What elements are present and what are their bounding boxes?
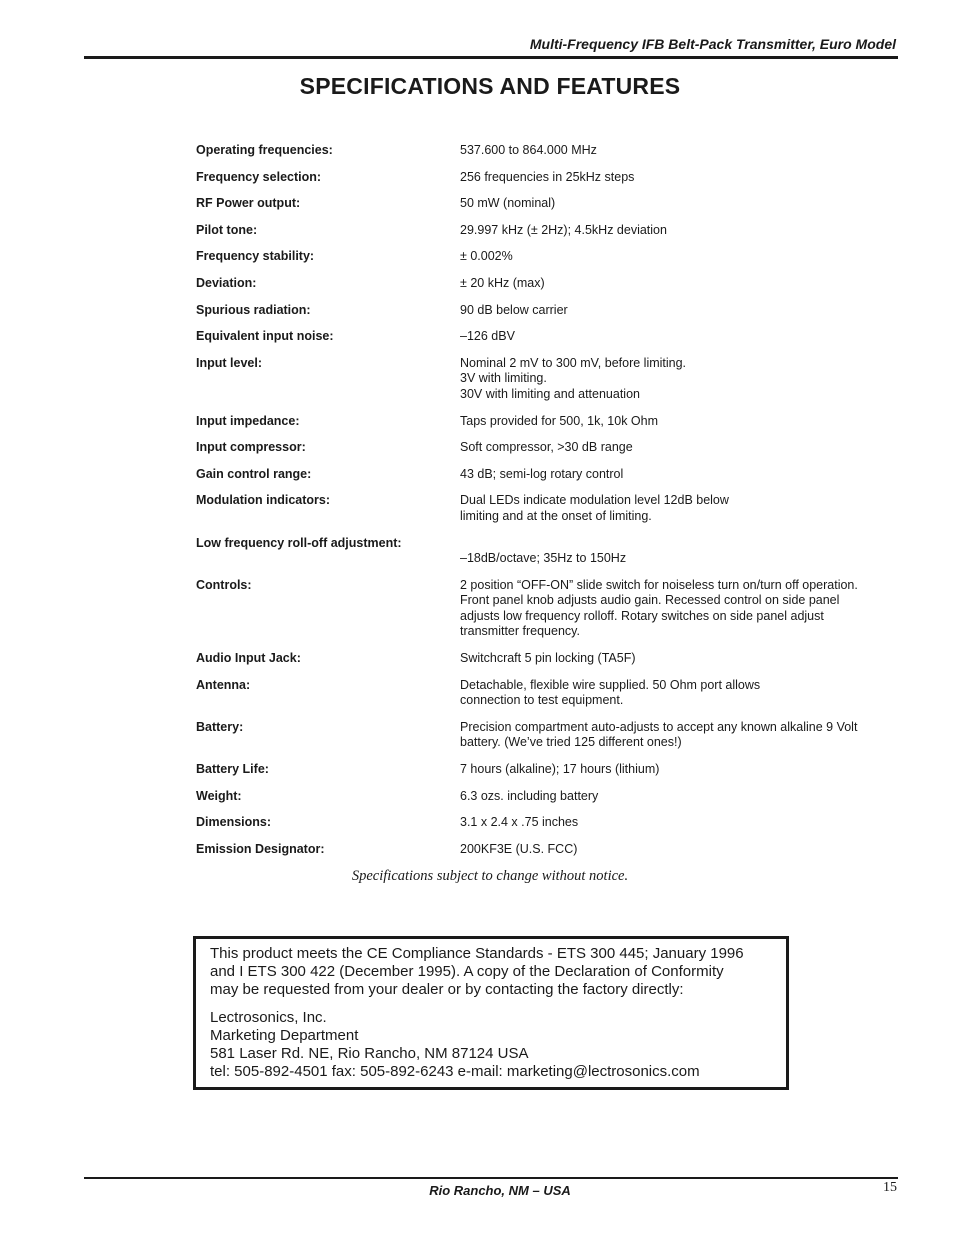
header-rule (84, 56, 898, 59)
page-title: SPECIFICATIONS AND FEATURES (299, 73, 681, 99)
spec-value-line: 50 mW (nominal) (460, 196, 556, 211)
compliance-statement (210, 945, 774, 999)
company-name: Lectrosonics, Inc. (210, 1009, 327, 1026)
spec-row (196, 789, 886, 805)
spec-value (460, 440, 886, 456)
spec-row (196, 842, 886, 858)
spec-row (196, 651, 886, 667)
spec-label: Controls: (196, 577, 252, 592)
spec-row (196, 493, 886, 524)
spec-value (460, 789, 886, 805)
spec-row (196, 170, 886, 186)
spec-row (196, 815, 886, 831)
spec-value-line: 7 hours (alkaline); 17 hours (lithium) (460, 762, 660, 777)
spec-value-line: Front panel knob adjusts audio gain. Recessed control on side panel (460, 593, 840, 608)
contact-block (210, 1009, 774, 1081)
spec-value-line: 30V with limiting and attenuation (460, 386, 640, 401)
spec-row (196, 467, 886, 483)
spec-value-line: ± 0.002% (460, 249, 513, 264)
spec-value-line: battery. (We’ve tried 125 different ones!) (460, 735, 682, 750)
spec-row (196, 356, 886, 403)
spec-value-line: 43 dB; semi-log rotary control (460, 466, 624, 481)
spec-value-line: 3.1 x 2.4 x .75 inches (460, 815, 579, 830)
spec-note: Specifications subject to change without notice. (351, 868, 629, 884)
spec-value (460, 356, 886, 403)
spec-value-line: 3V with limiting. (460, 371, 547, 386)
spec-value-line: Taps provided for 500, 1k, 10k Ohm (460, 413, 659, 428)
spec-value-line: transmitter frequency. (460, 624, 580, 639)
spec-label: Modulation indicators: (196, 493, 331, 508)
spec-label: Antenna: (196, 677, 251, 692)
spec-table (196, 143, 886, 868)
spec-value-line: ± 20 kHz (max) (460, 275, 545, 290)
spec-value-line: 256 frequencies in 25kHz steps (460, 169, 635, 184)
spec-row (196, 143, 886, 159)
spec-value (460, 196, 886, 212)
spec-value (460, 170, 886, 186)
spec-value-line: Soft compressor, >30 dB range (460, 440, 633, 455)
spec-value-line: Dual LEDs indicate modulation level 12dB below (460, 493, 729, 508)
spec-label: Pilot tone: (196, 222, 258, 237)
spec-row (196, 223, 886, 239)
spec-label: Audio Input Jack: (196, 651, 301, 666)
compliance-line: may be requested from your dealer or by contacting the factory directly: (210, 981, 684, 998)
spec-label: RF Power output: (196, 196, 301, 211)
spec-label: Dimensions: (196, 815, 272, 830)
spec-value-line: 200KF3E (U.S. FCC) (460, 841, 578, 856)
spec-value-line: 6.3 ozs. including battery (460, 788, 599, 803)
spec-value-line: adjusts low frequency rolloff. Rotary switches on side panel adjust (460, 608, 824, 623)
spec-value (460, 276, 886, 292)
compliance-line: This product meets the CE Compliance Standards - ETS 300 445; January 1996 (210, 945, 744, 962)
spec-row (196, 249, 886, 265)
spec-row (196, 303, 886, 319)
spec-value (460, 303, 886, 319)
spec-value (460, 493, 886, 524)
spec-value-line (460, 536, 886, 552)
footer-location: Rio Rancho, NM – USA (429, 1183, 571, 1198)
spec-value-line: Precision compartment auto-adjusts to accept any known alkaline 9 Volt (460, 719, 858, 734)
spec-label: Spurious radiation: (196, 302, 311, 317)
footer-rule (84, 1177, 898, 1179)
spec-row (196, 196, 886, 212)
spec-label: Emission Designator: (196, 841, 325, 856)
spec-value-line: –18dB/octave; 35Hz to 150Hz (460, 551, 627, 566)
spec-value (460, 762, 886, 778)
spec-row (196, 440, 886, 456)
spec-value (460, 651, 886, 667)
spec-value (460, 467, 886, 483)
department: Marketing Department (210, 1027, 359, 1044)
spec-value (460, 536, 886, 567)
spec-value (460, 815, 886, 831)
spec-value (460, 414, 886, 430)
spec-value-line: Detachable, flexible wire supplied. 50 Ohm port allows (460, 677, 761, 692)
spec-label: Input impedance: (196, 413, 300, 428)
spec-row (196, 536, 886, 567)
spec-value (460, 842, 886, 858)
spec-value-line: 90 dB below carrier (460, 302, 568, 317)
compliance-box (193, 936, 789, 1090)
spec-label: Deviation: (196, 275, 257, 290)
spec-row (196, 678, 886, 709)
spec-label: Gain control range: (196, 466, 312, 481)
spec-value (460, 223, 886, 239)
spec-row (196, 762, 886, 778)
spec-label: Low frequency roll-off adjustment: (196, 535, 402, 550)
spec-value (460, 249, 886, 265)
spec-row (196, 414, 886, 430)
spec-row (196, 276, 886, 292)
spec-value (460, 678, 886, 709)
spec-value-line: 537.600 to 864.000 MHz (460, 143, 597, 157)
spec-value-line: –126 dBV (460, 329, 515, 344)
spec-value (460, 143, 886, 159)
spec-value (460, 329, 886, 345)
spec-label: Frequency selection: (196, 169, 322, 184)
spec-value-line: 2 position “OFF-ON” slide switch for noiseless turn on/turn off operation. (460, 577, 858, 592)
running-header: Multi-Frequency IFB Belt-Pack Transmitter, Euro Model (529, 36, 896, 52)
spec-row (196, 578, 886, 640)
spec-label: Frequency stability: (196, 249, 315, 264)
spec-label: Equivalent input noise: (196, 329, 334, 344)
spec-label: Input level: (196, 355, 262, 370)
spec-value (460, 578, 886, 640)
spec-value-line: 29.997 kHz (± 2Hz); 4.5kHz deviation (460, 222, 667, 237)
spec-value (460, 720, 886, 751)
contact-line: tel: 505-892-4501 fax: 505-892-6243 e-mail: marketing@lectrosonics.com (210, 1063, 700, 1080)
spec-row (196, 329, 886, 345)
spec-value-line: Switchcraft 5 pin locking (TA5F) (460, 651, 636, 666)
spec-label: Battery Life: (196, 762, 269, 777)
spec-label: Weight: (196, 788, 242, 803)
spec-label: Operating frequencies: (196, 143, 333, 157)
spec-value-line: limiting and at the onset of limiting. (460, 508, 652, 523)
spec-label: Input compressor: (196, 440, 306, 455)
spec-label: Battery: (196, 719, 244, 734)
page-number: 15 (883, 1180, 897, 1195)
compliance-line: and I ETS 300 422 (December 1995). A copy of the Declaration of Conformity (210, 963, 724, 980)
address: 581 Laser Rd. NE, Rio Rancho, NM 87124 USA (210, 1045, 529, 1062)
spec-row (196, 720, 886, 751)
spec-value-line: Nominal 2 mV to 300 mV, before limiting. (460, 355, 687, 370)
spec-value-line: connection to test equipment. (460, 693, 624, 708)
